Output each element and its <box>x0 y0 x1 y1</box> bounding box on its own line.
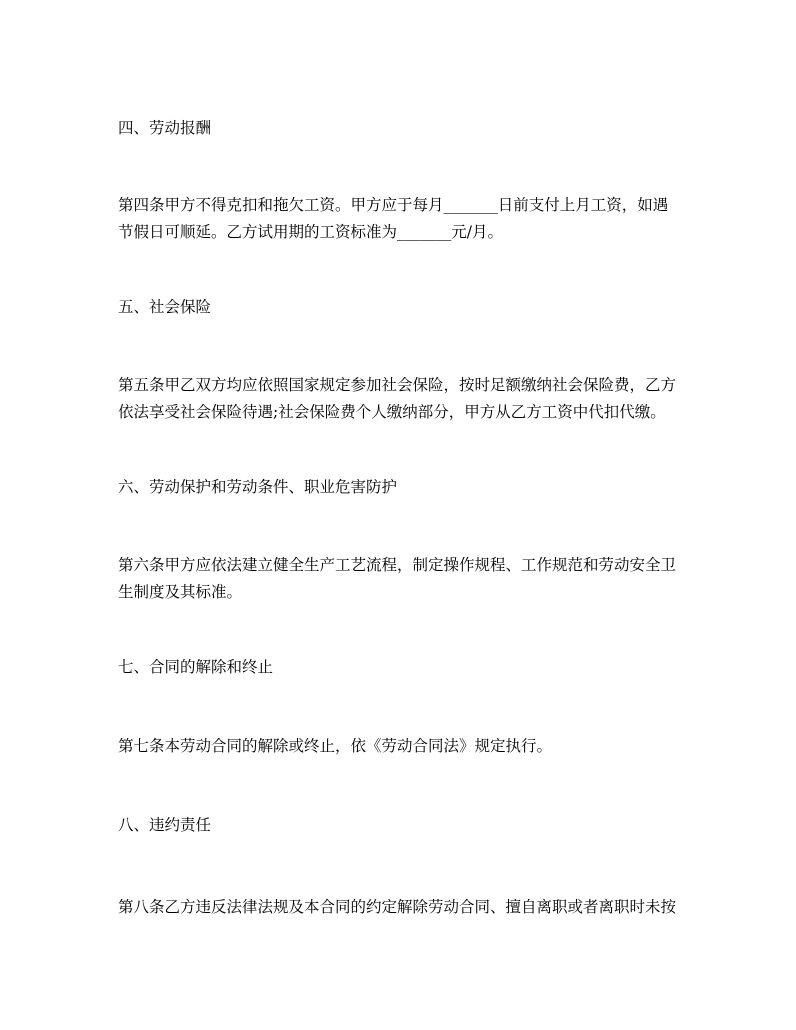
article-5-line-1: 第五条甲乙双方均应依照国家规定参加社会保险，按时足额缴纳社会保险费，乙方 <box>118 376 677 394</box>
article-5-paragraph <box>118 372 690 426</box>
article-6-line-2: 生制度及其标准。 <box>118 583 243 601</box>
article-4-line-2: 节假日可顺延。乙方试用期的工资标准为_______元/月。 <box>118 223 503 241</box>
article-5-line-2: 依法享受社会保险待遇;社会保险费个人缴纳部分，甲方从乙方工资中代扣代缴。 <box>118 403 666 421</box>
article-7-line-1: 第七条本劳动合同的解除或终止，依《劳动合同法》规定执行。 <box>118 737 553 755</box>
section-5-heading: 五、社会保险 <box>118 298 212 316</box>
section-8-heading: 八、违约责任 <box>118 816 212 834</box>
article-4-paragraph <box>118 192 690 246</box>
article-6-paragraph <box>118 552 690 606</box>
article-6-line-1: 第六条甲方应依法建立健全生产工艺流程，制定操作规程、工作规范和劳动安全卫 <box>118 556 677 574</box>
section-4-heading: 四、劳动报酬 <box>118 119 212 137</box>
article-8-paragraph <box>118 894 690 921</box>
article-8-line-1: 第八条乙方违反法律法规及本合同的约定解除劳动合同、擅自离职或者离职时未按 <box>118 898 677 916</box>
section-7-heading: 七、合同的解除和终止 <box>118 658 274 676</box>
article-4-line-1: 第四条甲方不得克扣和拖欠工资。甲方应于每月_______日前支付上月工资，如遇 <box>118 196 669 214</box>
section-6-heading: 六、劳动保护和劳动条件、职业危害防护 <box>118 478 398 496</box>
article-7-paragraph <box>118 733 690 760</box>
